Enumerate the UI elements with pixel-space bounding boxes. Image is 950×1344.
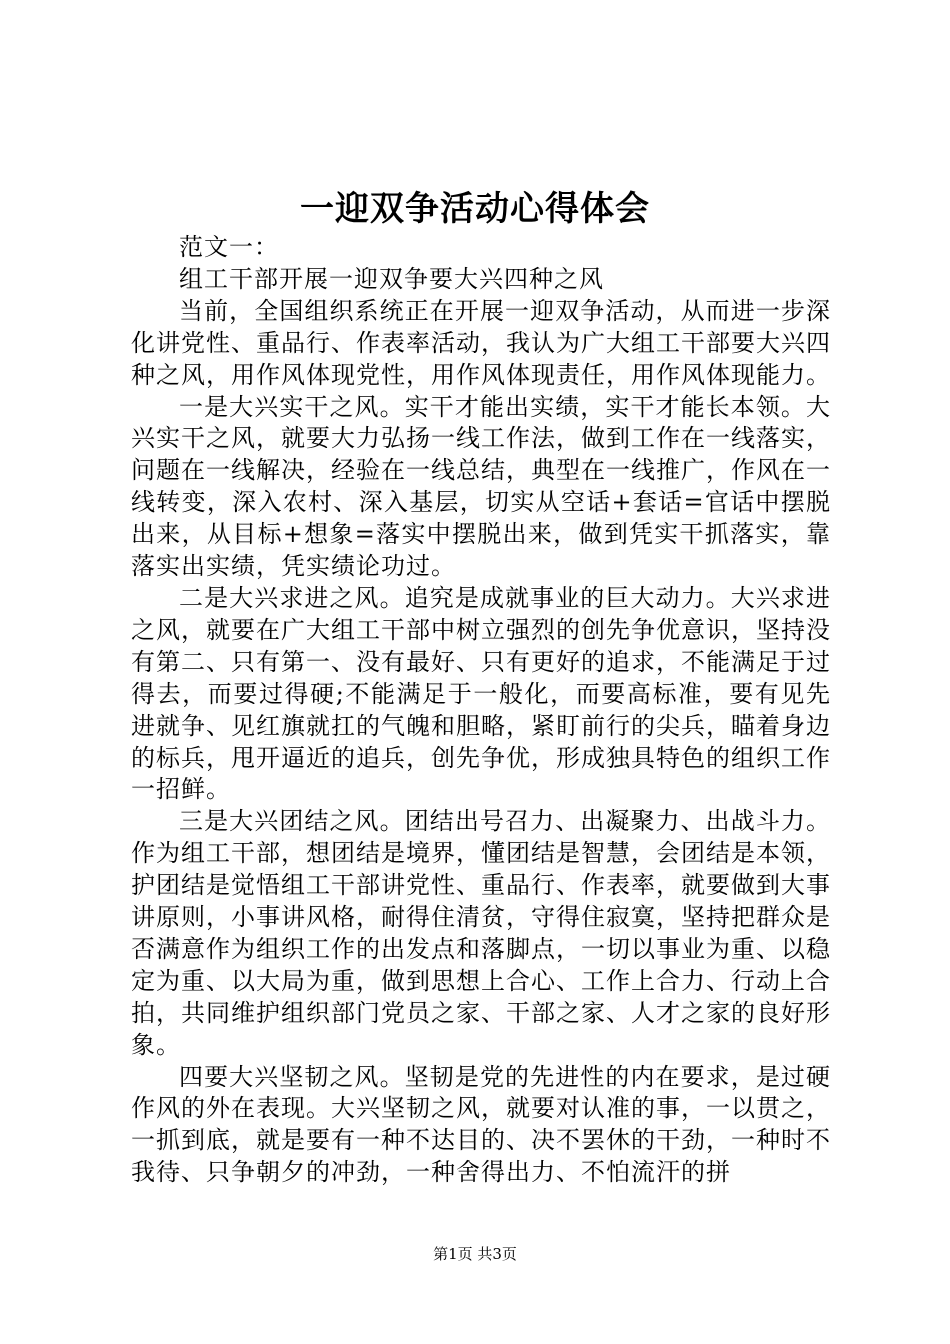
paragraph-subtitle: 组工干部开展一迎双争要大兴四种之风	[179, 264, 604, 293]
page-footer: 第1页 共3页	[433, 1245, 517, 1263]
paragraph-point-two: 二是大兴求进之风。追究是成就事业的巨大动力。大兴求进之风，就要在广大组工干部中树立强烈的创先争优意识，坚持没有第二、只有第一、没有最好、只有更好的追求，不能满足于过得去，而要过得硬;不能满足于一般化，而要高标准，要有见先进就争、见红旗就扛的气魄和胆略，紧盯前行的尖兵，瞄着身边的标兵，甩开逼近的追兵，创先争优，形成独具特色的组织工作一招鲜。	[131, 583, 831, 804]
paragraph-opening: 当前，全国组织系统正在开展一迎双争活动，从而进一步深化讲党性、重品行、作表率活动，我认为广大组工干部要大兴四种之风，用作风体现党性，用作风体现责任，用作风体现能力。	[131, 296, 831, 389]
page-title: 一迎双争活动心得体会	[300, 189, 650, 229]
paragraph-point-four: 四要大兴坚韧之风。坚韧是党的先进性的内在要求，是过硬作风的外在表现。大兴坚韧之风，就要对认准的事，一以贯之，一抓到底，就是要有一种不达目的、决不罢休的干劲，一种时不我待、只争朝夕的冲劲，一种舍得出力、不怕流汗的拼	[131, 1062, 831, 1187]
paragraph-point-three: 三是大兴团结之风。团结出号召力、出凝聚力、出战斗力。作为组工干部，想团结是境界，懂团结是智慧，会团结是本领，护团结是觉悟组工干部讲党性、重品行、作表率，就要做到大事讲原则，小事讲风格，耐得住清贫，守得住寂寞，坚持把群众是否满意作为组织工作的出发点和落脚点，一切以事业为重、以稳定为重、以大局为重，做到思想上合心、工作上合力、行动上合拍，共同维护组织部门党员之家、干部之家、人才之家的良好形象。	[131, 807, 831, 1059]
paragraph-point-one: 一是大兴实干之风。实干才能出实绩，实干才能长本领。大兴实干之风，就要大力弘扬一线工作法，做到工作在一线落实，问题在一线解决，经验在一线总结，典型在一线推广，作风在一线转变，深入农村、深入基层，切实从空话+套话=官话中摆脱出来，从目标+想象=落实中摆脱出来，做到凭实干抓落实，靠落实出实绩，凭实绩论功过。	[131, 392, 831, 581]
paragraph-intro-label: 范文一：	[179, 233, 279, 261]
document-body	[131, 232, 831, 1189]
